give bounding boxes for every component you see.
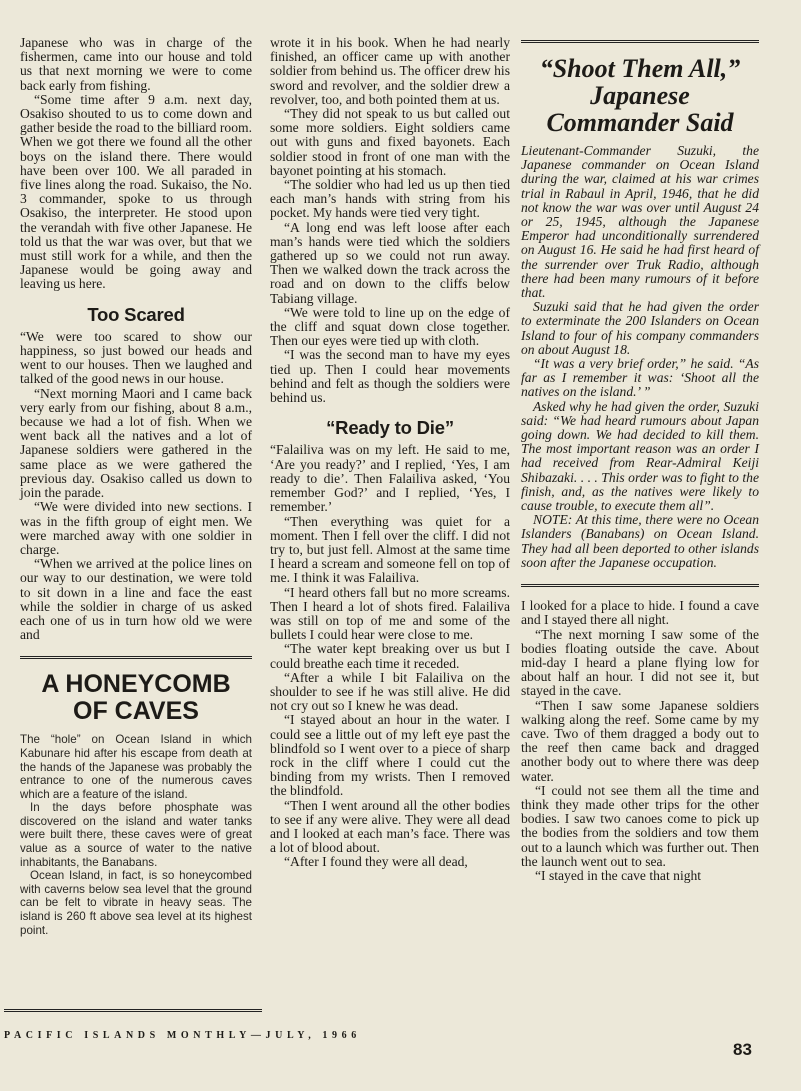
- box-bottom-rule: [4, 1009, 262, 1012]
- paragraph: “I was the second man to have my eyes tied up. Then I could hear movements behind and felt as though the soldiers were behind us.: [270, 347, 510, 406]
- paragraph: “The soldier who had led us up then tied each man’s hands with string from his pocket. My hands were tied very tight.: [270, 177, 510, 221]
- paragraph: “Next morning Maori and I came back very early from our fishing, about 8 a.m., because we had a lot of fish. When we went back all the natives and a lot of Japanese soldiers were gathered in the same place as we were gathered the previous day. Osakiso called us down to join the parade.: [20, 385, 252, 501]
- paragraph: “I stayed in the cave that night: [535, 867, 702, 883]
- paragraph: “I could not see them all the time and think they made other trips for the other bodies. I saw two canoes come to pick up the bodies from the soldiers and tow them out to a launch which was further out. Then the launch went out to sea.: [521, 782, 759, 869]
- paragraph: “We were divided into new sections. I was in the fifth group of eight men. We were marched away with one soldier in charge.: [20, 499, 252, 557]
- feature-paragraph: NOTE: At this time, there were no Ocean Islanders (Banabans) on Ocean Island. They had all been deported to other islands soon after the Japanese occupation.: [521, 512, 759, 570]
- paragraph: “Then everything was quiet for a moment. Then I fell over the cliff. I did not try to, but just fell. Almost at the same time I heard a scream and someone fell on top of me. I think it was Falailiva.: [270, 513, 510, 586]
- feature-box: [521, 40, 759, 587]
- box-top-rule: [20, 656, 252, 659]
- paragraph: “I heard others fall but no more screams. Then I heard a lot of shots fired. Falailiva was still on top of me and some of the bullets I could hear were close to me.: [270, 584, 510, 643]
- box-title-line-2: OF CAVES: [73, 697, 199, 726]
- column-2: [270, 36, 510, 870]
- subheading-ready-to-die: “Ready to Die”: [326, 417, 454, 439]
- feature-bottom-rule: [521, 584, 759, 587]
- paragraph: “After I found they were all dead,: [284, 854, 468, 870]
- feature-paragraph: Lieutenant-Commander Suzuki, the Japanese commander on Ocean Island during the war, claimed at his war crimes trial in Rabaul in April, 1946, that he did not know the war was over until August 24 or 25, 1945, although the Japanese Emperor had unconditionally surrendered on August 16. He said he had first heard of the surrender over Truk Radio, although there had been many rumours of it before that.: [521, 143, 759, 301]
- feature-title-line-3: Commander Said: [546, 108, 734, 137]
- feature-paragraph: Asked why he had given the order, Suzuki said: “We had heard rumours about Japan going down. We had decided to kill them. The most important reason was an order I had received from Rear-Admiral Keiji Shibazaki. . . . This order was to fight to the finish, and, as the natives were likely to cause trouble, to execute them all”.: [521, 398, 759, 514]
- box-title-line-1: A HONEYCOMB: [41, 670, 231, 699]
- paragraph: “Then I went around all the other bodies to see if any were alive. They were all dead and I looked at each man’s face. There was a lot of blood about.: [270, 797, 510, 856]
- feature-paragraph: Suzuki said that he had given the order to exterminate the 200 Islanders on Ocean Island to four of his company commanders on about August 18.: [521, 299, 759, 357]
- column-3: [521, 40, 759, 883]
- paragraph: Japanese who was in charge of the fishermen, came into our house and told us that next morning we were to come back early from fishing.: [20, 35, 252, 93]
- paragraph: “When we arrived at the police lines on our way to our destination, we were told to sit down in a line and face the east while the soldier in charge of us asked each one of us in turn how old we were and: [20, 556, 252, 643]
- sidebar-box: [20, 656, 252, 937]
- paragraph: “Falailiva was on my left. He said to me, ‘Are you ready?’ and I replied, ‘Yes, I am ready to die’. Then Falailiva asked, ‘You remember God?’ and I replied, ‘Yes, I remember.’: [270, 442, 510, 515]
- paragraph: “The next morning I saw some of the bodies floating outside the cave. About mid-day I heard a plane flying low for about half an hour. I did not see it, but stayed in the cave.: [521, 626, 759, 699]
- feature-title: [521, 55, 759, 136]
- paragraph: “We were told to line up on the edge of the cliff and squat down close together. Then our eyes were tied up with cloth.: [270, 304, 510, 349]
- paragraph: “They did not speak to us but called out some more soldiers. Eight soldiers came out with guns and fixed bayonets. Each soldier stood in front of one man with the bayonet pointing at his stomach.: [270, 106, 510, 178]
- box-body: [20, 733, 252, 937]
- feature-title-line-2: Japanese: [590, 81, 690, 110]
- paragraph: “Some time after 9 a.m. next day, Osakiso shouted to us to come down and gather beside the road to the billiard room. When we got there we found all the other boys on the island there. There would have been over 100. We all paraded in five lines along the road. Sukaiso, the No. 3 commander, spoke to us through Osakiso, the interpreter. He stood upon the verandah with five other Japanese. He told us that the war was over, but that we must still work for a while, and then the Japanese would be going away and leaving us here.: [20, 91, 252, 292]
- box-paragraph: Ocean Island, in fact, is so honeycombed with caverns below sea level that the ground can be felt to vibrate in heavy seas. The island is 260 ft above sea level at its highest point.: [20, 869, 252, 937]
- page-number: 83: [733, 1040, 752, 1059]
- paragraph: “Then I saw some Japanese soldiers walking along the reef. Some came by my cave. Two of them dragged a body out to the reef then came back and dragged another body out to where there was deep water.: [521, 697, 759, 784]
- paragraph: “The water kept breaking over us but I could breathe each time it receded.: [270, 641, 510, 671]
- box-paragraph: The “hole” on Ocean Island in which Kabunare hid after his escape from death at the hands of the Japanese was probably the entrance to one of the numerous caves which are a feature of the island.: [20, 733, 252, 801]
- feature-top-rule: [521, 40, 759, 43]
- running-footer: PACIFIC ISLANDS MONTHLY—JULY, 1966: [4, 1030, 361, 1041]
- feature-paragraph: “It was a very brief order,” he said. “As far as I remember it was: ‘Shoot all the natives on the island.’ ”: [521, 356, 759, 400]
- paragraph: wrote it in his book. When he had nearly finished, an officer came up with another soldier from behind us. The officer drew his sword and revolver, and the soldier drew a revolver, too, and both pointed them at us.: [270, 35, 510, 107]
- box-title: [20, 671, 252, 725]
- paragraph: “I stayed about an hour in the water. I could see a little out of my left eye past the blindfold so I went over to a piece of sharp rock in the cliff where I could cut the binding from my wrists. Then I removed the blindfold.: [270, 712, 510, 799]
- paragraph: I looked for a place to hide. I found a cave and I stayed there all night.: [521, 598, 759, 628]
- feature-body: [521, 144, 759, 570]
- paragraph: “A long end was left loose after each man’s hands were tied which the soldiers gathered up so we could not run away. Then we walked down the track across the road and on down to the cliffs below Tabiang village.: [270, 219, 510, 306]
- feature-title-line-1: “Shoot Them All,”: [539, 54, 741, 83]
- paragraph: “After a while I bit Falailiva on the shoulder to see if he was still alive. He did not cry out so I knew he was dead.: [270, 669, 510, 714]
- subheading-too-scared: Too Scared: [87, 303, 185, 325]
- box-paragraph: In the days before phosphate was discovered on the island and water tanks were built there, these caves were of great value as a source of water to the native inhabitants, the Banabans.: [20, 801, 252, 869]
- column-1: [20, 36, 252, 937]
- paragraph: “We were too scared to show our happiness, so just bowed our heads and went to our houses. Then we laughed and talked of the good news in our house.: [20, 328, 252, 387]
